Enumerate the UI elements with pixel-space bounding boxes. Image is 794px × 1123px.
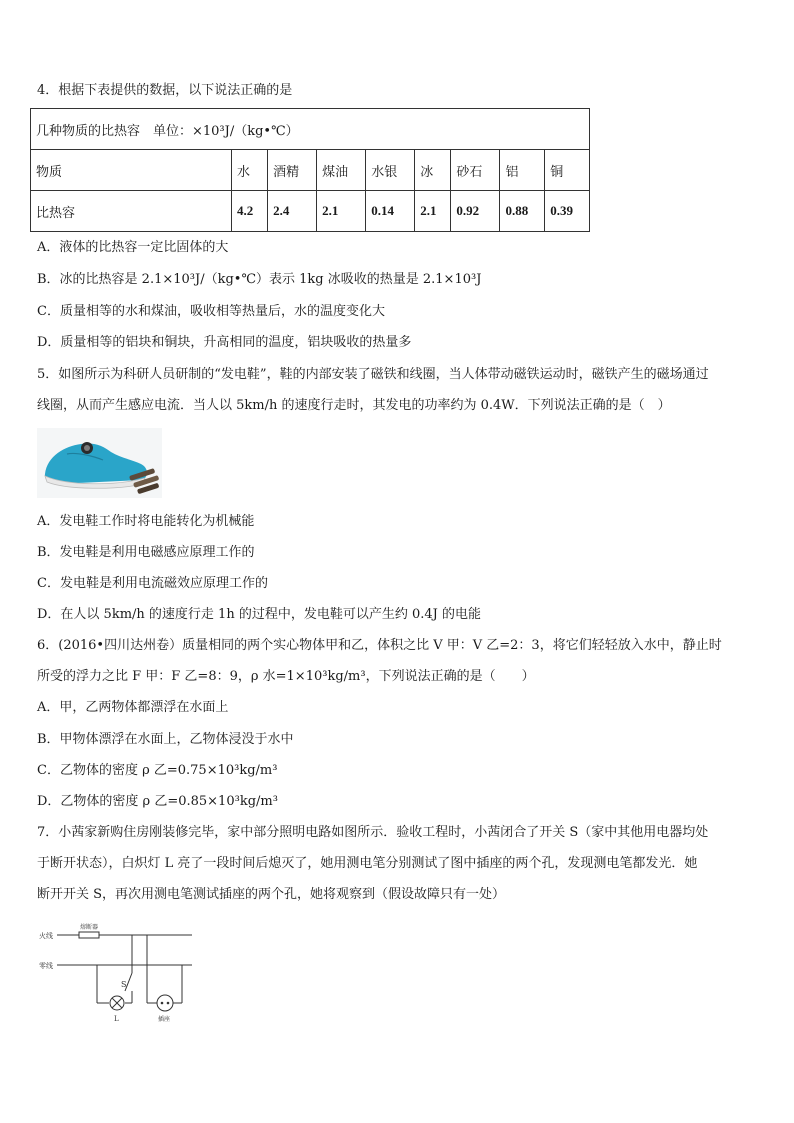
q4-stem: 4．根据下表提供的数据，以下说法正确的是	[37, 83, 293, 98]
substance-cell: 铜	[545, 150, 590, 191]
lamp-label: L	[114, 1015, 119, 1023]
q6-option-b: B．甲物体漂浮在水面上，乙物体浸没于水中	[37, 732, 294, 747]
q5-option-c: C．发电鞋是利用电流磁效应原理工作的	[37, 576, 268, 591]
substance-cell: 水	[232, 150, 268, 191]
q4-option-b: B．冰的比热容是 2.1×10³J/（kg•℃）表示 1kg 冰吸收的热量是 2.1×10³J	[37, 272, 482, 287]
header-label: 物质	[31, 150, 232, 191]
substance-cell: 冰	[415, 150, 451, 191]
live-wire-label: 火线	[39, 932, 53, 940]
value-cell: 0.92	[451, 191, 500, 232]
substance-cell: 铝	[500, 150, 545, 191]
q7-stem-line1: 7．小茜家新购住房刚装修完毕，家中部分照明电路如图所示．验收工程时，小茜闭合了开关 S（家中其他用电器均处	[37, 825, 709, 840]
q4-option-c: C．质量相等的水和煤油，吸收相等热量后，水的温度变化大	[37, 304, 385, 319]
neutral-wire-label: 零线	[39, 962, 53, 970]
value-cell: 2.1	[415, 191, 451, 232]
circuit-diagram	[37, 917, 197, 1027]
q5-option-a: A．发电鞋工作时将电能转化为机械能	[37, 514, 255, 529]
value-cell: 4.2	[232, 191, 268, 232]
q5-option-b: B．发电鞋是利用电磁感应原理工作的	[37, 545, 255, 560]
q6-stem-line1: 6．(2016•四川达州卷）质量相同的两个实心物体甲和乙，体积之比 V 甲：V 乙=2：3，将它们轻轻放入水中，静止时	[37, 638, 722, 653]
substance-cell: 砂石	[451, 150, 500, 191]
power-shoe-image	[37, 428, 162, 498]
q6-option-c: C．乙物体的密度 ρ 乙=0.75×10³kg/m³	[37, 763, 278, 778]
specific-heat-table	[30, 108, 590, 232]
value-cell: 2.1	[317, 191, 366, 232]
switch-label: S	[121, 980, 127, 989]
value-cell: 0.39	[545, 191, 590, 232]
value-cell: 0.14	[366, 191, 415, 232]
fuse-label: 熔断器	[80, 924, 99, 931]
q5-option-d: D．在人以 5km/h 的速度行走 1h 的过程中，发电鞋可以产生约 0.4J 的电能	[37, 607, 481, 622]
q7-stem-line2: 于断开状态），白炽灯 L 亮了一段时间后熄灭了，她用测电笔分别测试了图中插座的两个孔，发现测电笔都发光．她	[37, 856, 698, 871]
q6-stem-line2: 所受的浮力之比 F 甲：F 乙=8：9，ρ 水=1×10³kg/m³，下列说法正确的是（ ）	[37, 669, 535, 684]
values-label: 比热容	[31, 191, 232, 232]
substance-cell: 水银	[366, 150, 415, 191]
table-title: 几种物质的比热容 单位：×10³J/（kg•℃）	[31, 109, 590, 150]
q5-stem-line2: 线圈，从而产生感应电流．当人以 5km/h 的速度行走时，其发电的功率约为 0.4W．下列说法正确的是（ ）	[37, 398, 671, 413]
substance-cell: 酒精	[268, 150, 317, 191]
value-cell: 2.4	[268, 191, 317, 232]
substance-cell: 煤油	[317, 150, 366, 191]
q4-option-d: D．质量相等的铝块和铜块，升高相同的温度，铝块吸收的热量多	[37, 335, 412, 350]
socket-label: 插座	[158, 1016, 171, 1023]
value-cell: 0.88	[500, 191, 545, 232]
q6-option-d: D．乙物体的密度 ρ 乙=0.85×10³kg/m³	[37, 794, 278, 809]
q7-stem-line3: 断开开关 S，再次用测电笔测试插座的两个孔，她将观察到（假设故障只有一处）	[37, 887, 506, 902]
q4-option-a: A．液体的比热容一定比固体的大	[37, 240, 229, 255]
q6-option-a: A．甲，乙两物体都漂浮在水面上	[37, 700, 229, 715]
q5-stem-line1: 5．如图所示为科研人员研制的“发电鞋”，鞋的内部安装了磁铁和线圈，当人体带动磁铁运动时，磁铁产生的磁场通过	[37, 367, 709, 382]
